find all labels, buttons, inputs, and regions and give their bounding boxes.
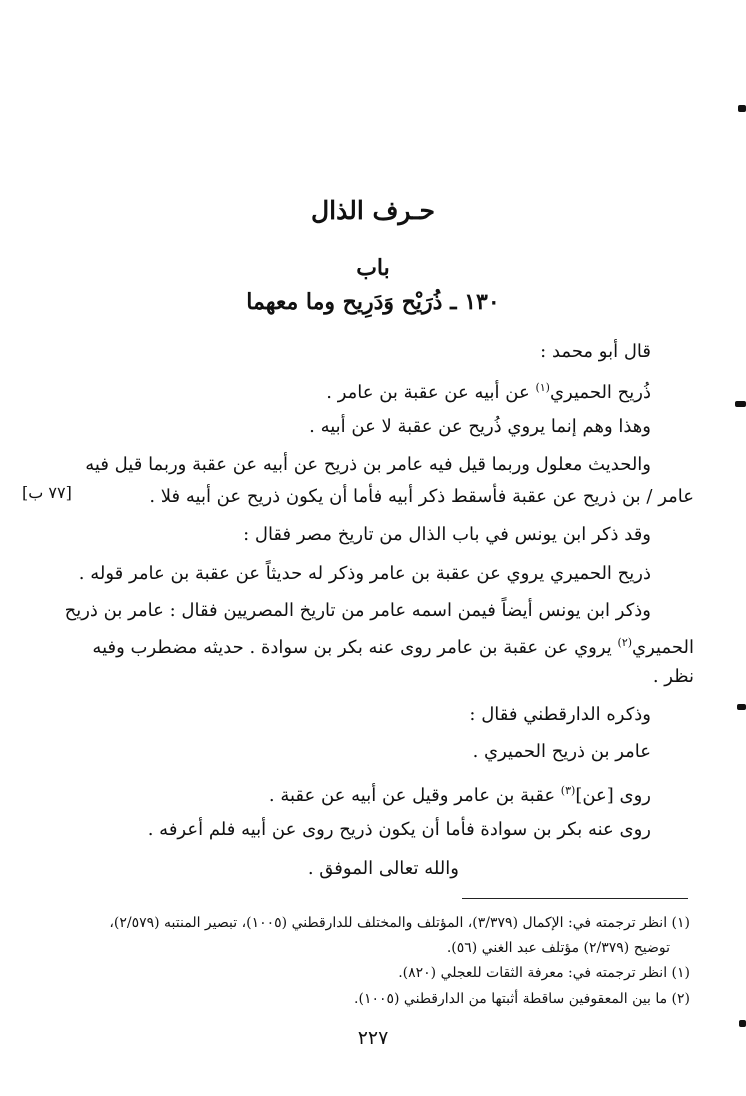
footnote-3: (٢) ما بين المعقوفين ساقطة أثبتها من الدارقطني (١٠٠٥). [354, 991, 690, 1007]
body-line-13-rest: عقبة بن عامر وقيل عن أبيه عن عقبة . [268, 785, 561, 806]
folio-margin-note: [٧٧ ب] [22, 483, 72, 502]
body-line-12: عامر بن ذريح الحميري . [472, 741, 651, 762]
footnote-ref-3: (٣) [560, 784, 576, 797]
chapter-title: حـرف الذال [311, 196, 435, 225]
body-line-13 [269, 778, 651, 809]
body-line-4: والحديث معلول وربما قيل فيه عامر بن ذريح عن أبيه عن عقبة وربما قيل فيه [85, 454, 651, 475]
footnote-separator [462, 898, 688, 899]
body-line-5: عامر / بن ذريح عن عقبة فأسقط ذكر أبيه فأما أن يكون ذريح عن أبيه فلا . [149, 486, 694, 507]
body-line-9-start: الحميري [632, 637, 694, 658]
scan-edge-mark [739, 1020, 746, 1027]
body-line-11: وذكره الدارقطني فقال : [469, 704, 651, 725]
body-line-9-rest: يروي عن عقبة بن عامر روى عنه بكر بن سوادة . حديثه مضطرب وفيه [92, 637, 618, 658]
body-line-3: وهذا وهم إنما يروي ذُريح عن عقبة لا عن أبيه . [309, 416, 651, 437]
body-line-10: نظر . [652, 666, 694, 687]
footnote-ref-1: (١) [535, 381, 550, 394]
footnote-2: (١) انظر ترجمته في: معرفة الثقات للعجلي (٨٢٠). [398, 965, 690, 981]
footnote-ref-2: (٢) [617, 636, 633, 649]
footnote-1: (١) انظر ترجمته في: الإكمال (٣/٣٧٩)، المؤتلف والمختلف للدارقطني (١٠٠٥)، تبصير المنتبه (٢/٥٧٩)، [109, 915, 690, 931]
body-line-14: روى عنه بكر بن سوادة فأما أن يكون ذريح روى عن أبيه فلم أعرفه . [147, 819, 651, 840]
body-line-1: قال أبو محمد : [540, 341, 651, 362]
body-line-13-start: روى [عن] [575, 785, 651, 806]
narrator-name: ذُريح الحميري [549, 382, 651, 403]
section-label: باب [356, 255, 390, 281]
scan-edge-mark [735, 401, 746, 407]
closing-line: والله تعالى الموفق . [307, 858, 459, 879]
body-line-2 [326, 375, 651, 406]
scan-edge-mark [738, 105, 746, 112]
entry-title: ١٣٠ ـ ذُرَيْح وَدَرِيح وما معهما [246, 289, 500, 315]
scan-edge-mark [737, 704, 746, 710]
body-line-8: وذكر ابن يونس أيضاً فيمن اسمه عامر من تاريخ المصريين فقال : عامر بن ذريح [64, 600, 651, 621]
body-line-7: ذريح الحميري يروي عن عقبة بن عامر وذكر له حديثاً عن عقبة بن عامر قوله . [78, 563, 651, 584]
page-number: ٢٢٧ [357, 1027, 389, 1049]
body-line-2-rest: عن أبيه عن عقبة بن عامر . [326, 382, 536, 403]
footnote-1-continued: توضيح (٢/٣٧٩) مؤتلف عبد الغني (٥٦). [446, 940, 670, 956]
body-line-9 [92, 630, 694, 661]
body-line-6: وقد ذكر ابن يونس في باب الذال من تاريخ مصر فقال : [243, 524, 651, 545]
